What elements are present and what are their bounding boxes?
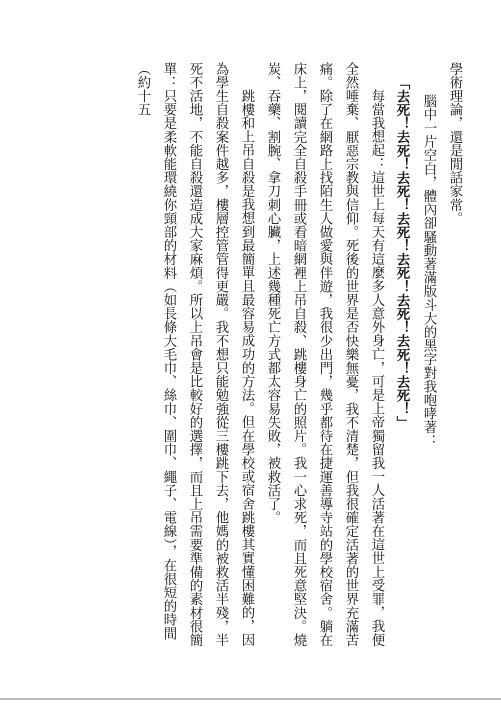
paragraph-5: 跳樓和上吊自殺是我想到最簡單且最容易成功的方法。但在學校或宿舍跳樓其實懂困難的，因為學生自殺案件越多，樓層控管管得更嚴。我不想只能勉強從三樓跳下去，他媽的被救活半殘，半死不活地，不能自殺還造成大家麻煩。所以上吊會是比較好的選擇，而且上吊需要準備的素材很簡單：只要是柔軟能環繞你頸部的材料（如長條大毛巾、絲巾、圍巾、繩子、電線），在很短的時間（約十五 [135, 62, 254, 647]
paragraph-1: 學術理論，還是閒話家常。 [447, 62, 462, 226]
paragraph-2: 腦中一片空白，體內卻騷動著滿版斗大的黑字對我咆哮著： [421, 94, 436, 448]
paragraph-3-shout: 「去死！去死！去死！去死！去死！去死！去死！去死！」 [394, 76, 410, 430]
paragraph-4: 每當我想起：這世上每天有這麼多人意外身亡，可是上帝獨留我一人活著在這世上受罪，我便全然唾棄、厭惡宗教與信仰。死後的世界是否快樂無憂，我不清楚，但我很確定活著的世界充滿苦痛。除了在網路上找陌生人做愛與伴遊，我很少出門，幾乎都待在捷運善導寺站的學校宿舍。躺在床上，閱讀完全自殺手冊或看暗網裡上吊自殺、跳樓身亡的照片。我一心求死，而且死意堅決。燒炭、吞藥、割腕、拿刀刺心臟，上述幾種死亡方式都太容易失敗，被救活了。 [265, 62, 384, 647]
vertical-text-body [27, 62, 467, 652]
page-bottom-border [0, 698, 501, 700]
